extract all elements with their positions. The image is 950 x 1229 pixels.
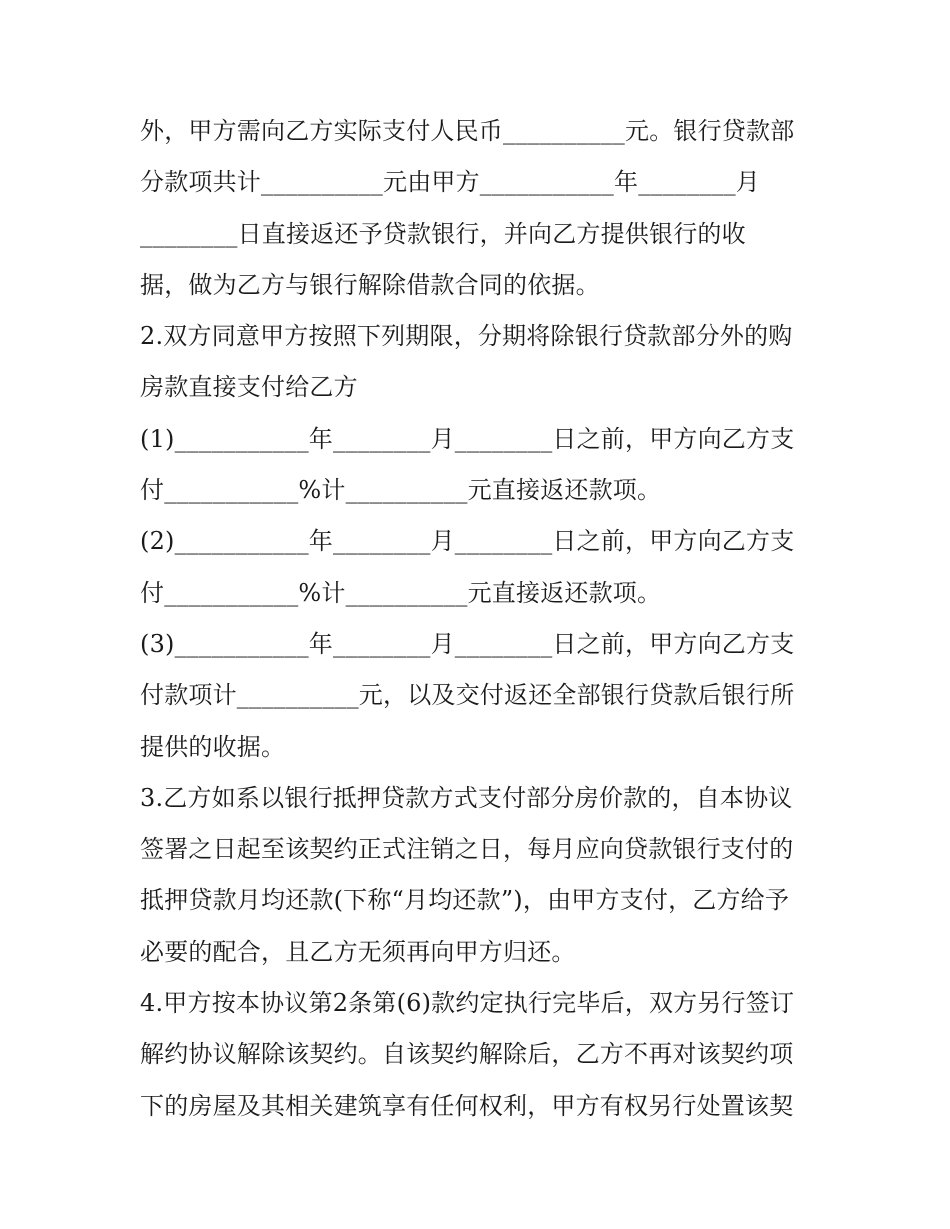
- text-line: 必要的配合，且乙方无须再向甲方归还。: [140, 937, 576, 966]
- clause-4-line: 4.甲方按本协议第2条第(6)款约定执行完毕后，双方另行签订: [140, 989, 795, 1018]
- text-line: ________日直接返还予贷款银行，并向乙方提供银行的收: [140, 219, 746, 248]
- text-line: 外，甲方需向乙方实际支付人民币__________元。银行贷款部: [140, 117, 795, 145]
- text-line: 付款项计__________元，以及交付返还全部银行贷款后银行所: [140, 681, 795, 710]
- text-line: 签署之日起至该契约正式注销之日，每月应向贷款银行支付的: [140, 835, 794, 864]
- text-line: 提供的收据。: [140, 732, 286, 761]
- text-line: 解约协议解除该契约。自该契约解除后，乙方不再对该契约项: [140, 1040, 794, 1069]
- text-line: 抵押贷款月均还款(下称“月均还款”)，由甲方支付，乙方给予: [140, 886, 790, 915]
- installment-3-line: (3)___________年________月________日之前，甲方向乙方支: [140, 629, 795, 658]
- text-line: 房款直接支付给乙方: [140, 373, 358, 402]
- clause-2-line: 2.双方同意甲方按照下列期限，分期将除银行贷款部分外的购: [140, 322, 793, 351]
- text-line: 下的房屋及其相关建筑享有任何权利，甲方有权另行处置该契: [140, 1091, 794, 1120]
- document-body: [140, 106, 830, 1132]
- text-line: 付___________%计__________元直接返还款项。: [140, 578, 662, 607]
- text-line: 分款项共计__________元由甲方___________年________月: [140, 168, 760, 197]
- text-line: 据，做为乙方与银行解除借款合同的依据。: [140, 270, 600, 299]
- text-line: 付___________%计__________元直接返还款项。: [140, 476, 662, 505]
- installment-2-line: (2)___________年________月________日之前，甲方向乙方支: [140, 527, 795, 556]
- clause-3-line: 3.乙方如系以银行抵押贷款方式支付部分房价款的，自本协议: [140, 783, 793, 812]
- installment-1-line: (1)___________年________月________日之前，甲方向乙方支: [140, 424, 795, 453]
